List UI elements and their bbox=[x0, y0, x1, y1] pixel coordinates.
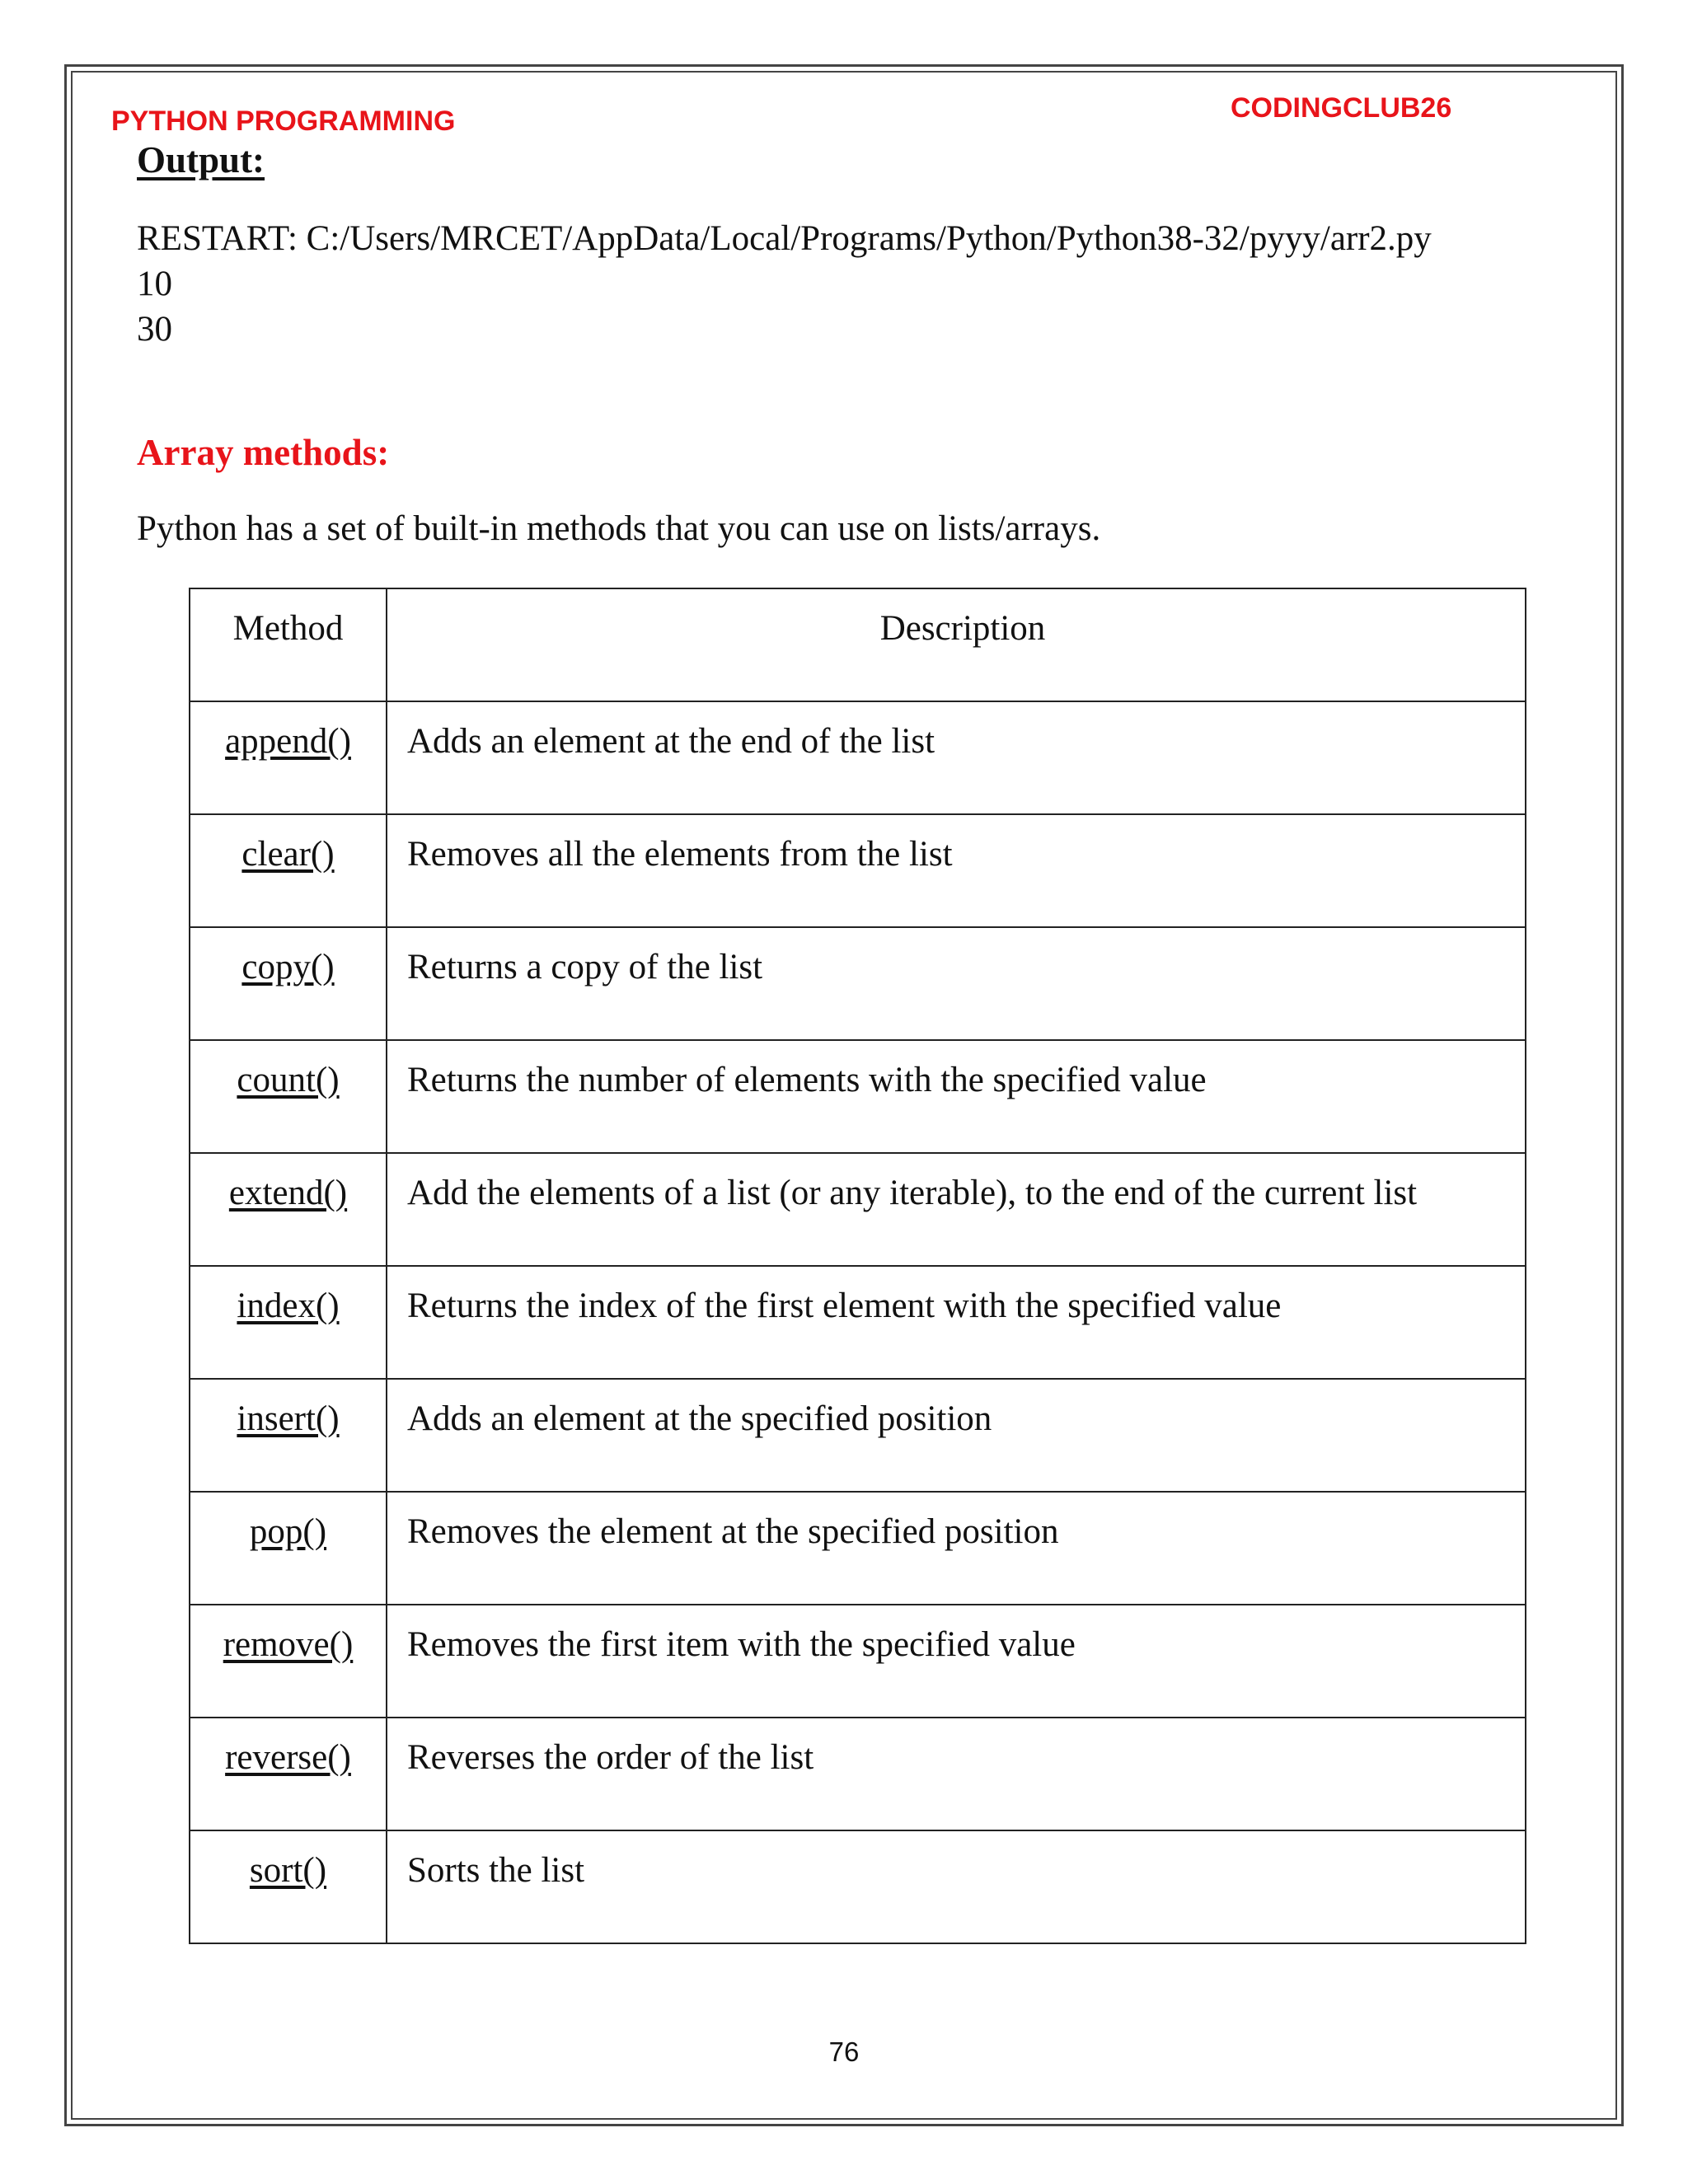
description-cell: Returns a copy of the list bbox=[387, 927, 1526, 1040]
method-link-reverse[interactable]: reverse() bbox=[225, 1738, 351, 1777]
header-description: Description bbox=[387, 588, 1526, 701]
intro-paragraph: Python has a set of built-in methods that you can use on lists/arrays. bbox=[137, 509, 1101, 548]
output-line: 10 bbox=[137, 265, 172, 303]
table-row bbox=[190, 1379, 1526, 1492]
description-cell: Adds an element at the end of the list bbox=[387, 701, 1526, 814]
method-cell bbox=[190, 1266, 387, 1379]
table-row bbox=[190, 1266, 1526, 1379]
description-cell: Reverses the order of the list bbox=[387, 1718, 1526, 1830]
method-link-count[interactable]: count() bbox=[237, 1061, 340, 1099]
table-row bbox=[190, 814, 1526, 927]
section-heading: Array methods: bbox=[137, 432, 390, 473]
output-line: RESTART: C:/Users/MRCET/AppData/Local/Programs/Python/Python38-32/pyyy/arr2.py bbox=[137, 219, 1432, 258]
description-cell: Returns the index of the first element with the specified value bbox=[387, 1266, 1526, 1379]
method-link-extend[interactable]: extend() bbox=[228, 1174, 348, 1212]
header-club-name: CODINGCLUB26 bbox=[1231, 92, 1452, 124]
table-row bbox=[190, 1605, 1526, 1718]
method-link-remove[interactable]: remove() bbox=[223, 1625, 354, 1664]
method-link-append[interactable]: append() bbox=[225, 722, 351, 761]
description-cell: Removes all the elements from the list bbox=[387, 814, 1526, 927]
method-link-copy[interactable]: copy() bbox=[241, 948, 335, 987]
method-link-index[interactable]: index() bbox=[237, 1286, 340, 1325]
table-row bbox=[190, 1718, 1526, 1830]
method-link-clear[interactable]: clear() bbox=[241, 835, 335, 874]
methods-table bbox=[189, 588, 1526, 1944]
method-cell bbox=[190, 1153, 387, 1266]
table-row bbox=[190, 1830, 1526, 1943]
table-row bbox=[190, 1492, 1526, 1605]
table-row bbox=[190, 701, 1526, 814]
method-cell bbox=[190, 814, 387, 927]
page-number: 76 bbox=[828, 2036, 860, 2067]
output-line: 30 bbox=[137, 310, 172, 349]
output-block bbox=[137, 216, 1432, 352]
table-row bbox=[190, 927, 1526, 1040]
method-link-insert[interactable]: insert() bbox=[237, 1399, 340, 1438]
method-cell bbox=[190, 1040, 387, 1153]
method-cell bbox=[190, 1492, 387, 1605]
description-cell: Returns the number of elements with the specified value bbox=[387, 1040, 1526, 1153]
header-method: Method bbox=[190, 588, 387, 701]
table-row bbox=[190, 1153, 1526, 1266]
description-cell: Removes the first item with the specified value bbox=[387, 1605, 1526, 1718]
method-cell bbox=[190, 1830, 387, 1943]
table-header-row bbox=[190, 588, 1526, 701]
method-cell bbox=[190, 1379, 387, 1492]
method-cell bbox=[190, 927, 387, 1040]
method-cell bbox=[190, 701, 387, 814]
table-row bbox=[190, 1040, 1526, 1153]
header-course-title: PYTHON PROGRAMMING bbox=[111, 105, 456, 137]
method-link-pop[interactable]: pop() bbox=[249, 1512, 327, 1551]
method-cell bbox=[190, 1718, 387, 1830]
description-cell: Adds an element at the specified position bbox=[387, 1379, 1526, 1492]
description-cell: Removes the element at the specified position bbox=[387, 1492, 1526, 1605]
method-cell bbox=[190, 1605, 387, 1718]
description-cell: Sorts the list bbox=[387, 1830, 1526, 1943]
method-link-sort[interactable]: sort() bbox=[249, 1851, 327, 1890]
description-cell: Add the elements of a list (or any iterable), to the end of the current list bbox=[387, 1153, 1526, 1266]
output-heading: Output: bbox=[137, 139, 265, 180]
